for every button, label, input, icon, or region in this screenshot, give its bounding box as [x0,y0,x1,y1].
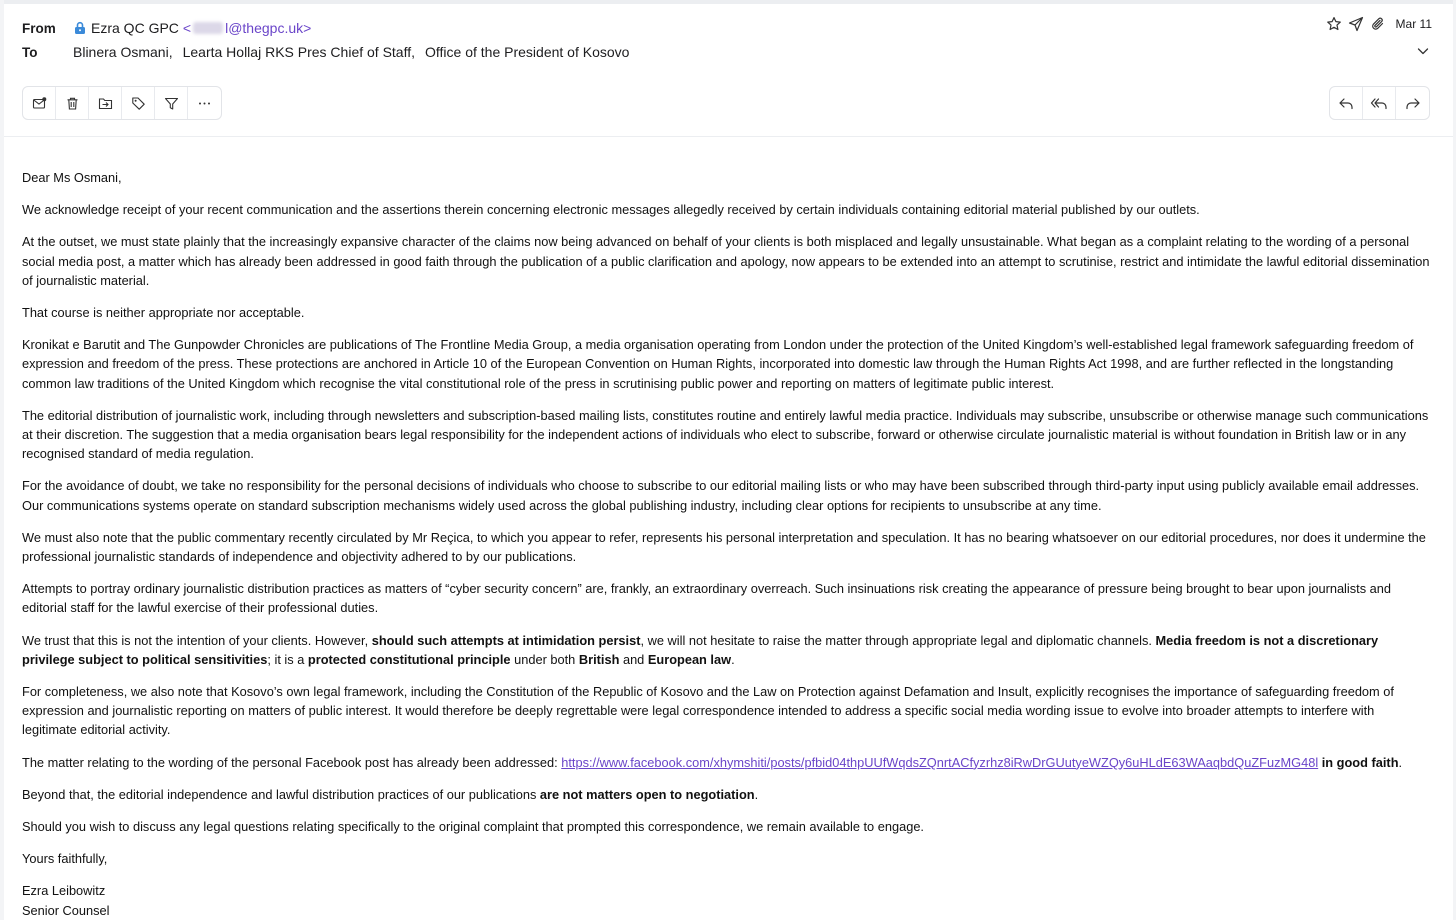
paragraph-6: For the avoidance of doubt, we take no responsibility for the personal decisions of individuals who choose to subscribe to our editorial mailing lists or who may have been subscribed through third-party input using publicly available email addresses. Our communications systems operate on standard subscription mechanisms widely used across the global publishing industry, including clear options for recipients to unsubscribe at any time. [22,478,1420,513]
star-icon[interactable] [1326,16,1342,32]
signature [22,881,1432,919]
signature-title: Senior Counsel [22,902,110,918]
reply-icon [1338,96,1354,111]
signature-name: Ezra Leibowitz [22,883,106,899]
paragraph-8: Attempts to portray ordinary journalistic distribution practices as matters of “cyber security concern” are, frankly, an extraordinary overreach. Such insinuations risk creating the appearance of pressure being brought to bear upon journalists and editorial staff for the lawful exercise of their professional duties. [22,581,1392,616]
reply-all-button[interactable] [1363,87,1396,119]
sender-email-tail: l@thegpc.uk> [225,20,312,36]
trash-icon [65,96,80,111]
sender-email-open: < [182,20,192,36]
header-divider [4,136,1453,137]
paragraph-10: For completeness, we also note that Kosovo’s own legal framework, including the Constitution of the Republic of Kosovo and the Law on Protection against Defamation and Insult, explicitly recognises the importance of safeguarding freedom of expression and journalistic reporting on matters of public interest. It would therefore be deeply regrettable were legal correspondence intended to address a specific social media wording issue to evolve into broader attempts to interfere with legitimate editorial activity. [22,684,1394,738]
attachment-icon[interactable] [1370,16,1386,32]
recipient-2[interactable]: Learta Hollaj RKS Pres Chief of Staff, [182,44,416,60]
move-button[interactable] [89,87,122,119]
move-folder-icon [98,96,113,111]
paragraph-3: That course is neither appropriate nor acceptable. [22,305,305,321]
from-label: From [22,20,56,36]
label-button[interactable] [122,87,155,119]
header-actions [1326,16,1432,32]
tag-icon [131,96,146,111]
closing: Yours faithfully, [22,851,108,867]
expand-header-icon[interactable] [1416,44,1430,63]
paragraph-7: We must also note that the public commentary recently circulated by Mr Reçica, to which you appear to refer, represents his personal interpretation and speculation. It has no bearing whatsoever on our editorial procedures, nor does it undermine the professional journalistic standards of independence and objectivity adhered to by our publications. [22,529,1426,565]
paragraph-13: Should you wish to discuss any legal questions relating specifically to the original complaint that prompted this correspondence, we remain available to engage. [22,819,924,835]
paragraph-11: The matter relating to the wording of the personal Facebook post has already been addressed: https://www.facebook.com/xhymshiti/posts/pfbid04thpUUfWqdsZQnrtACfyzrhz8iRwDrGUutyeWZQy6uHLdE63WAaqbdQuZFuzMG48l in good faith. [22,754,1403,770]
email-date: Mar 11 [1395,17,1432,31]
greeting: Dear Ms Osmani, [22,170,122,185]
facebook-post-link[interactable]: https://www.facebook.com/xhymshiti/posts/pfbid04thpUUfWqdsZQnrtACfyzrhz8iRwDrGUutyeWZQy6uHLdE63WAaqbdQuZFuzMG48l [561,754,1319,770]
more-button[interactable] [188,87,221,119]
filter-button[interactable] [155,87,188,119]
forward-icon [1405,96,1421,111]
forward-button[interactable] [1396,87,1429,119]
paragraph-9: We trust that this is not the intention of your clients. However, should such attempts at intimidation persist, we will not hesitate to raise the matter through appropriate legal and diplomatic channels. Media freedom is not a discretionary privilege subject to political sensitivities; it is a protected constitutional principle under both British and European law. [22,632,1379,667]
more-icon [197,96,212,111]
redacted-email-part [193,22,223,34]
email-body [22,168,1432,920]
mark-read-icon [32,96,47,111]
reply-all-icon [1370,96,1388,111]
reply-button[interactable] [1330,87,1363,119]
to-row [22,42,639,62]
paragraph-4: Kronikat e Barutit and The Gunpowder Chronicles are publications of The Frontline Media Group, a media organisation operating from London under the protection of the United Kingdom’s well-established legal framework safeguarding freedom of expression and freedom of the press. These protections are anchored in Article 10 of the European Convention on Human Rights, incorporated into domestic law through the Human Rights Act 1998, and are further reflected in the longstanding common law traditions of the United Kingdom which recognise the vital constitutional role of the press in scrutinising public power and reporting on matters of legitimate public interest. [22,337,1414,391]
to-label: To [22,44,38,60]
reply-toolbar [1329,86,1430,120]
delete-button[interactable] [56,87,89,119]
left-border [0,0,4,920]
paragraph-5: The editorial distribution of journalistic work, including through newsletters and subscription-based mailing lists, constitutes routine and entirely lawful media practice. Individuals may subscribe, unsubscribe or otherwise manage such communications at their discretion. The suggestion that a media organisation bears legal responsibility for the independent actions of individuals who elect to subscribe, forward or otherwise circulate journalistic material is without foundation in British law or in any recognised standard of media regulation. [22,407,1429,462]
from-row [22,18,311,38]
mark-read-button[interactable] [23,87,56,119]
paragraph-12: Beyond that, the editorial independence and lawful distribution practices of our publications are not matters open to negotiation. [22,786,759,802]
paragraph-2: At the outset, we must state plainly that the increasingly expansive character of the claims now being advanced on behalf of your clients is both misplaced and legally unsustainable. What began as a complaint relating to the wording of a personal social media post, a matter which has already been addressed in good faith through the publication of a public clarification and apology, now appears to be extended into an attempt to scrutinise, restrict and intimidate the lawful editorial dissemination of journalistic material. [22,234,1430,288]
sender-name[interactable]: Ezra QC GPC [91,20,179,36]
lock-icon [73,21,87,35]
recipient-3[interactable]: Office of the President of Kosovo [425,44,630,60]
sender-email[interactable] [183,20,311,36]
message-toolbar [22,86,222,120]
recipient-1[interactable]: Blinera Osmani, [73,44,173,60]
paragraph-1: We acknowledge receipt of your recent communication and the assertions therein concerning electronic messages allegedly received by certain individuals containing editorial material published by our outlets. [22,202,1200,218]
window-top-border [0,0,1456,4]
filter-icon [164,96,179,111]
sent-icon[interactable] [1348,16,1364,32]
